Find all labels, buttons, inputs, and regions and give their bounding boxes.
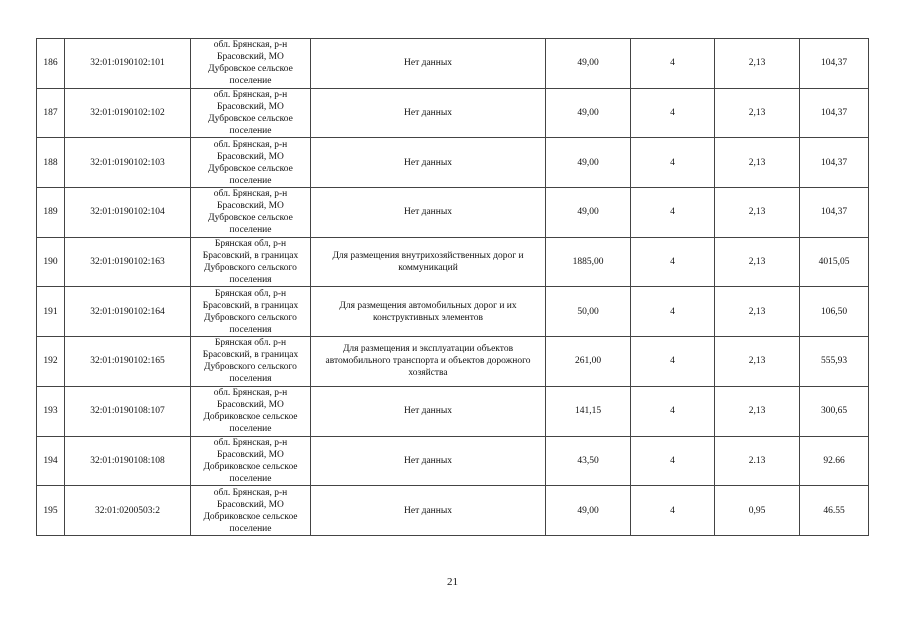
coefficient-cell: 2,13	[715, 237, 800, 287]
amount-cell: 106,50	[800, 287, 869, 337]
category-cell: 4	[631, 88, 715, 138]
coefficient-cell: 2,13	[715, 337, 800, 387]
category-cell: 4	[631, 337, 715, 387]
cadastral-number-cell: 32:01:0190102:164	[65, 287, 191, 337]
area-cell: 1885,00	[546, 237, 631, 287]
area-cell: 50,00	[546, 287, 631, 337]
location-cell: Брянская обл, р-н Брасовский, в границах Дубровского сельского поселения	[191, 287, 311, 337]
location-cell: Брянская обл, р-н Брасовский, в границах Дубровского сельского поселения	[191, 237, 311, 287]
amount-cell: 104,37	[800, 39, 869, 89]
row-number-cell: 193	[37, 386, 65, 436]
area-cell: 49,00	[546, 88, 631, 138]
page-number: 21	[447, 576, 458, 588]
permitted-use-cell: Нет данных	[311, 386, 546, 436]
coefficient-cell: 2,13	[715, 138, 800, 188]
permitted-use-cell: Нет данных	[311, 39, 546, 89]
location-cell: обл. Брянская, р-н Брасовский, МО Дубровское сельское поселение	[191, 188, 311, 238]
location-cell: обл. Брянская, р-н Брасовский, МО Добриковское сельское поселение	[191, 386, 311, 436]
row-number-cell: 191	[37, 287, 65, 337]
table-row	[37, 486, 869, 536]
cadastral-number-cell: 32:01:0190102:163	[65, 237, 191, 287]
location-cell: обл. Брянская, р-н Брасовский, МО Добриковское сельское поселение	[191, 436, 311, 486]
table-body	[37, 39, 869, 536]
table-row	[37, 88, 869, 138]
area-cell: 141,15	[546, 386, 631, 436]
cadastral-number-cell: 32:01:0190102:102	[65, 88, 191, 138]
location-cell: обл. Брянская, р-н Брасовский, МО Дубровское сельское поселение	[191, 88, 311, 138]
cadastral-number-cell: 32:01:0190108:108	[65, 436, 191, 486]
area-cell: 49,00	[546, 138, 631, 188]
category-cell: 4	[631, 486, 715, 536]
cadastral-number-cell: 32:01:0190102:101	[65, 39, 191, 89]
row-number-cell: 189	[37, 188, 65, 238]
amount-cell: 104,37	[800, 188, 869, 238]
area-cell: 49,00	[546, 39, 631, 89]
table-row	[37, 287, 869, 337]
location-cell: обл. Брянская, р-н Брасовский, МО Дубровское сельское поселение	[191, 138, 311, 188]
permitted-use-cell: Нет данных	[311, 436, 546, 486]
coefficient-cell: 2.13	[715, 436, 800, 486]
permitted-use-cell: Для размещения внутрихозяйственных дорог и коммуникаций	[311, 237, 546, 287]
category-cell: 4	[631, 39, 715, 89]
cadastral-number-cell: 32:01:0190102:103	[65, 138, 191, 188]
area-cell: 49,00	[546, 486, 631, 536]
permitted-use-cell: Для размещения автомобильных дорог и их конструктивных элементов	[311, 287, 546, 337]
table-row	[37, 188, 869, 238]
amount-cell: 46.55	[800, 486, 869, 536]
area-cell: 261,00	[546, 337, 631, 387]
permitted-use-cell: Нет данных	[311, 138, 546, 188]
coefficient-cell: 2,13	[715, 386, 800, 436]
location-cell: обл. Брянская, р-н Брасовский, МО Дубровское сельское поселение	[191, 39, 311, 89]
cadastral-number-cell: 32:01:0200503:2	[65, 486, 191, 536]
amount-cell: 555,93	[800, 337, 869, 387]
cadastral-number-cell: 32:01:0190102:165	[65, 337, 191, 387]
permitted-use-cell: Нет данных	[311, 188, 546, 238]
row-number-cell: 188	[37, 138, 65, 188]
coefficient-cell: 0,95	[715, 486, 800, 536]
amount-cell: 4015,05	[800, 237, 869, 287]
row-number-cell: 186	[37, 39, 65, 89]
amount-cell: 104,37	[800, 88, 869, 138]
category-cell: 4	[631, 287, 715, 337]
permitted-use-cell: Нет данных	[311, 486, 546, 536]
land-plots-table	[36, 38, 869, 536]
category-cell: 4	[631, 138, 715, 188]
category-cell: 4	[631, 237, 715, 287]
row-number-cell: 187	[37, 88, 65, 138]
coefficient-cell: 2,13	[715, 188, 800, 238]
permitted-use-cell: Нет данных	[311, 88, 546, 138]
permitted-use-cell: Для размещения и эксплуатации объектов автомобильного транспорта и объектов дорожного хозяйства	[311, 337, 546, 387]
coefficient-cell: 2,13	[715, 88, 800, 138]
cadastral-number-cell: 32:01:0190108:107	[65, 386, 191, 436]
row-number-cell: 190	[37, 237, 65, 287]
category-cell: 4	[631, 188, 715, 238]
category-cell: 4	[631, 436, 715, 486]
area-cell: 43,50	[546, 436, 631, 486]
table-row	[37, 436, 869, 486]
amount-cell: 92.66	[800, 436, 869, 486]
table-row	[37, 237, 869, 287]
table-row	[37, 337, 869, 387]
table-row	[37, 386, 869, 436]
table-row	[37, 138, 869, 188]
location-cell: обл. Брянская, р-н Брасовский, МО Добриковское сельское поселение	[191, 486, 311, 536]
row-number-cell: 194	[37, 436, 65, 486]
amount-cell: 300,65	[800, 386, 869, 436]
area-cell: 49,00	[546, 188, 631, 238]
category-cell: 4	[631, 386, 715, 436]
row-number-cell: 192	[37, 337, 65, 387]
location-cell: Брянская обл. р-н Брасовский, в границах Дубровского сельского поселения	[191, 337, 311, 387]
amount-cell: 104,37	[800, 138, 869, 188]
coefficient-cell: 2,13	[715, 39, 800, 89]
coefficient-cell: 2,13	[715, 287, 800, 337]
row-number-cell: 195	[37, 486, 65, 536]
cadastral-number-cell: 32:01:0190102:104	[65, 188, 191, 238]
table-row	[37, 39, 869, 89]
